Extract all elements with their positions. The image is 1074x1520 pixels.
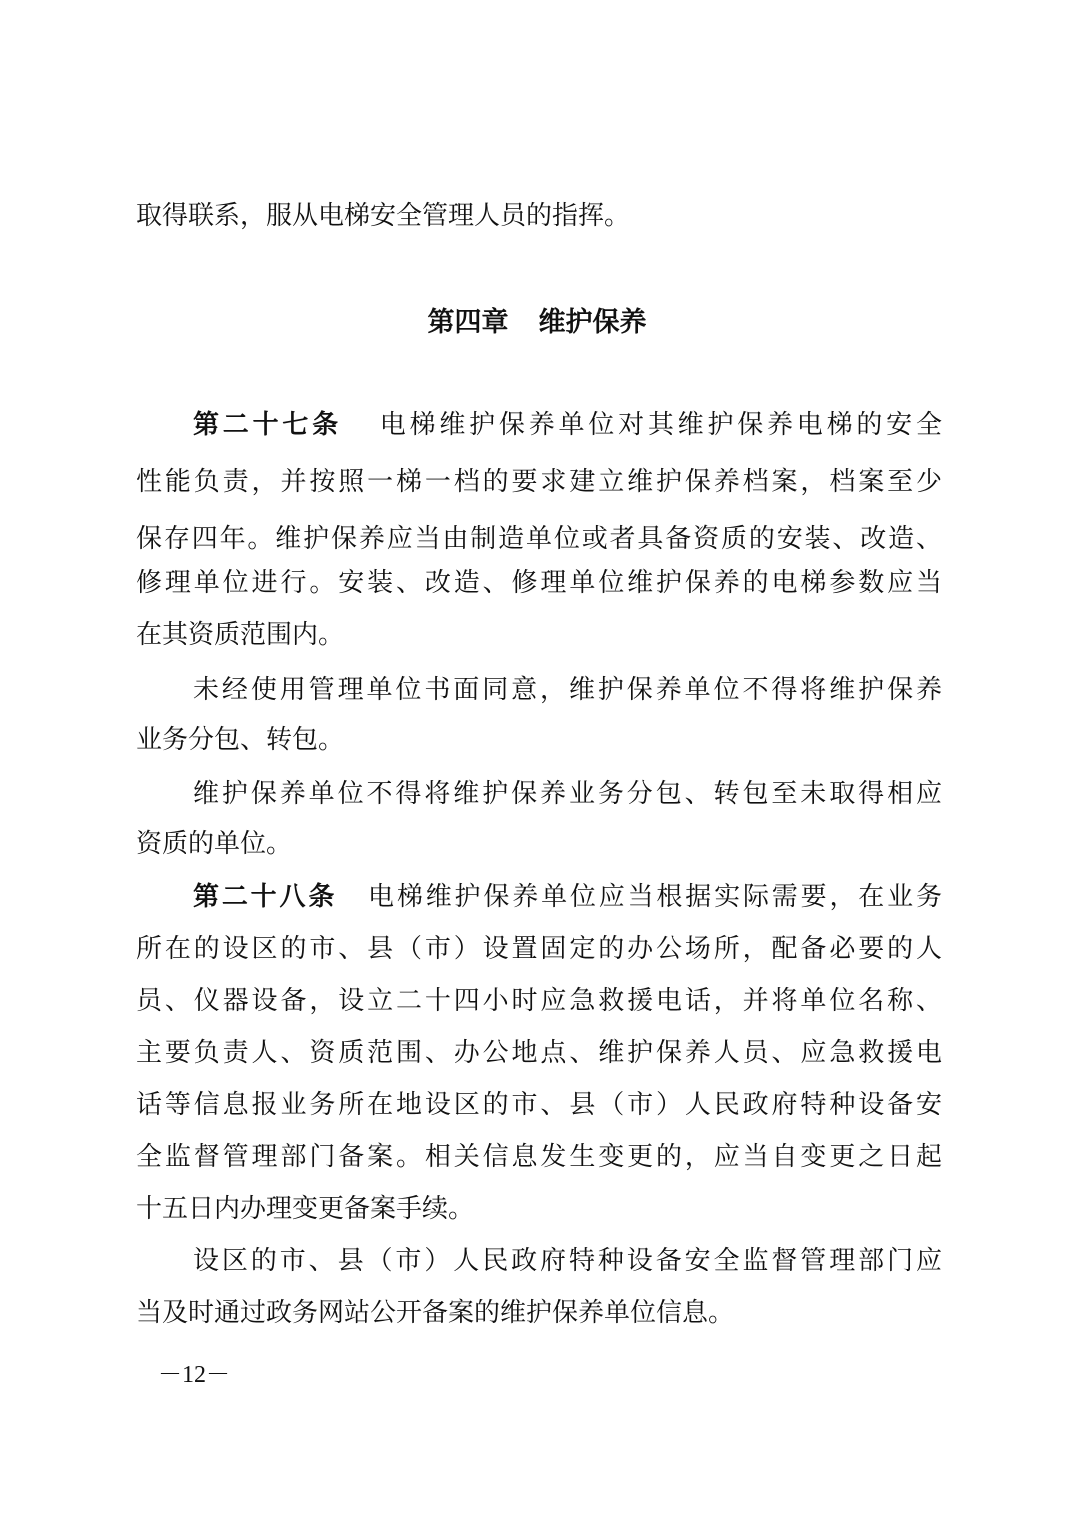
- text-line: 十五日内办理变更备案手续。: [136, 1194, 475, 1224]
- text-line: 设区的市、县（市）人民政府特种设备安全监督管理部门应: [193, 1246, 942, 1276]
- text-line: 在其资质范围内。: [136, 620, 345, 650]
- article-28-text: 电梯维护保养单位应当根据实际需要，在业务: [365, 882, 942, 912]
- chapter-heading: [0, 301, 1074, 345]
- text-line: 取得联系，服从电梯安全管理人员的指挥。: [136, 201, 631, 231]
- text-line: 话等信息报业务所在地设区的市、县（市）人民政府特种设备安: [136, 1090, 942, 1120]
- text-line: 维护保养单位不得将维护保养业务分包、转包至未取得相应: [193, 779, 942, 809]
- text-line: 业务分包、转包。: [136, 725, 345, 755]
- text-line: 保存四年。维护保养应当由制造单位或者具备资质的安装、改造、: [136, 524, 942, 554]
- text-line: 所在的设区的市、县（市）设置固定的办公场所，配备必要的人: [136, 934, 942, 964]
- text-line: 资质的单位。: [136, 829, 293, 859]
- text-line: 未经使用管理单位书面同意，维护保养单位不得将维护保养: [193, 675, 942, 705]
- text-line: 员、仪器设备，设立二十四小时应急救援电话，并将单位名称、: [136, 986, 942, 1016]
- text-line: 修理单位进行。安装、改造、修理单位维护保养的电梯参数应当: [136, 568, 942, 598]
- text-line: 主要负责人、资质范围、办公地点、维护保养人员、应急救援电: [136, 1038, 942, 1068]
- chapter-title: 维护保养: [538, 307, 647, 338]
- text-line: 当及时通过政务网站公开备案的维护保养单位信息。: [136, 1298, 735, 1328]
- article-27-label: 第二十七条: [193, 410, 342, 440]
- article-28-label: 第二十八条: [193, 882, 338, 912]
- text-line: 性能负责，并按照一梯一档的要求建立维护保养档案，档案至少: [136, 467, 942, 497]
- article-27-text: 电梯维护保养单位对其维护保养电梯的安全: [375, 410, 942, 440]
- text-line: 全监督管理部门备案。相关信息发生变更的，应当自变更之日起: [136, 1142, 942, 1172]
- chapter-number: 第四章: [427, 307, 509, 338]
- article-28-first-line: [193, 877, 942, 917]
- page-number: －12－: [158, 1362, 230, 1388]
- article-27-first-line: [193, 405, 942, 445]
